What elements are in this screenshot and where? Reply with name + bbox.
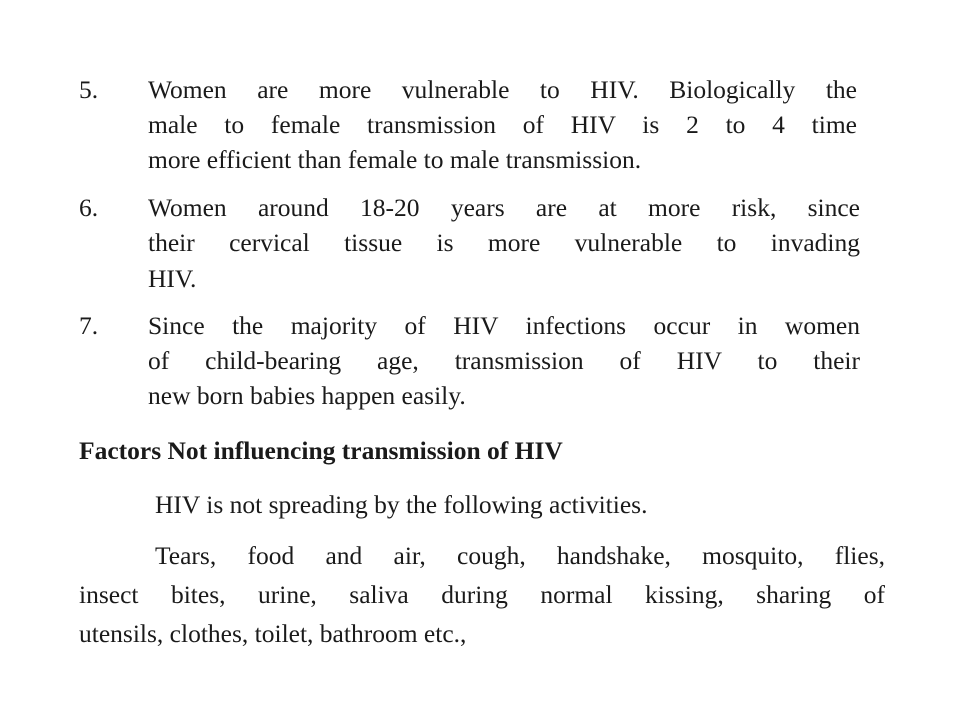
item-6-line-1: Women around 18-20 years are at more risk, since [148, 193, 860, 222]
paragraph-line-2: insect bites, urine, saliva during normal kissing, sharing of [79, 580, 885, 609]
section-heading: Factors Not influencing transmission of HIV [79, 436, 563, 465]
item-6-line-3: HIV. [148, 264, 197, 293]
item-5-line-2: male to female transmission of HIV is 2 to 4 time [148, 110, 857, 139]
list-number-5: 5. [79, 75, 99, 104]
list-number-7: 7. [79, 311, 99, 340]
item-5-line-1: Women are more vulnerable to HIV. Biologically the [148, 75, 857, 104]
intro-text: HIV is not spreading by the following activities. [155, 490, 648, 519]
item-7-line-1: Since the majority of HIV infections occur in women [148, 311, 860, 340]
item-6-line-2: their cervical tissue is more vulnerable to invading [148, 228, 860, 257]
item-7-line-2: of child-bearing age, transmission of HIV to their [148, 346, 860, 375]
item-7-line-3: new born babies happen easily. [148, 381, 466, 410]
paragraph-line-1: Tears, food and air, cough, handshake, mosquito, flies, [155, 541, 885, 570]
item-5-line-3: more efficient than female to male transmission. [148, 145, 642, 174]
list-number-6: 6. [79, 193, 99, 222]
paragraph-line-3: utensils, clothes, toilet, bathroom etc., [79, 619, 467, 648]
